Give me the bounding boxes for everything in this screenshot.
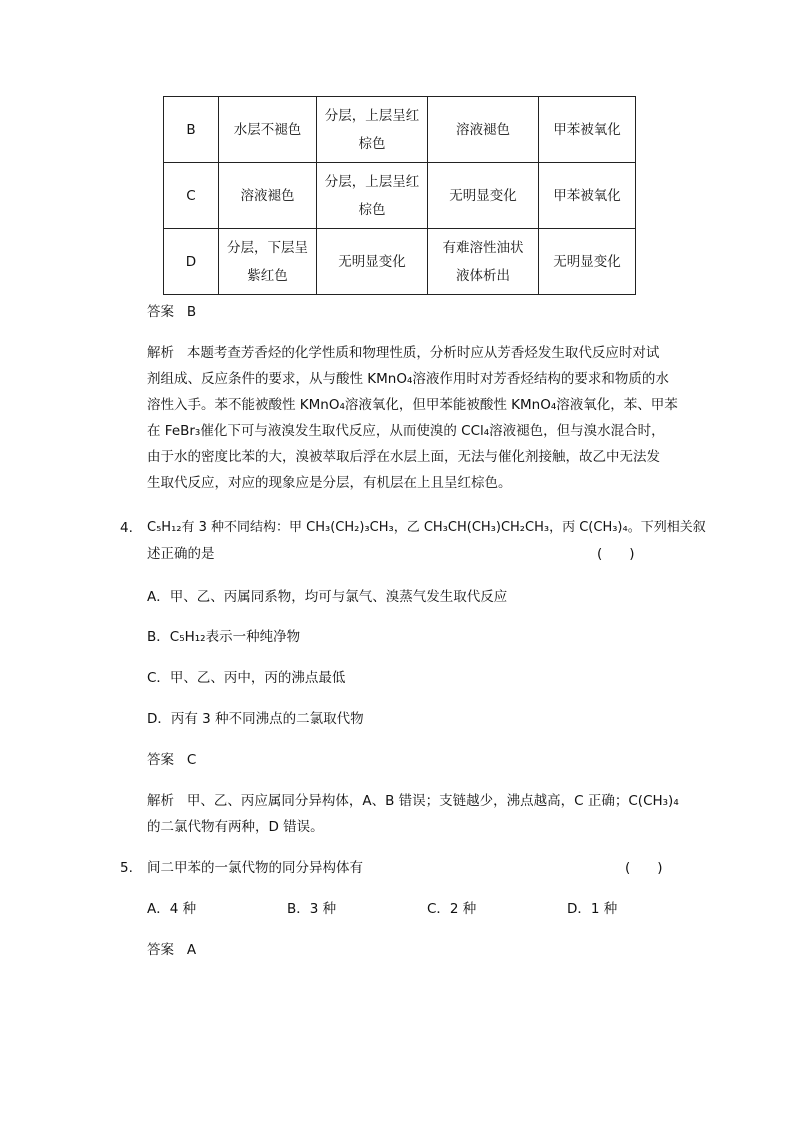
table-cell: 分层，上层呈红 棕色 [317,97,428,163]
option-c: C．甲、乙、丙中，丙的沸点最低 [147,670,346,686]
table-cell: 无明显变化 [428,163,539,229]
table-cell: 溶液褪色 [428,97,539,163]
table-cell: 甲苯被氧化 [539,97,636,163]
row-letter: C [164,163,219,229]
table-cell: 无明显变化 [317,229,428,295]
q3-analysis-line: 生取代反应，对应的现象应是分层，有机层在上且呈红棕色。 [147,475,512,491]
option-a: A．甲、乙、丙属同系物，均可与氯气、溴蒸气发生取代反应 [147,589,508,605]
option-a: A．4 种 [147,901,197,917]
q4-stem: C₅H₁₂有 3 种不同结构：甲 CH₃(CH₂)₃CH₃，乙 CH₃CH(CH₃)CH₂CH₃，丙 C(CH₃)₄。下列相关叙 [147,520,706,535]
table-cell: 分层，下层呈 紫红色 [219,229,317,295]
table-cell: 甲苯被氧化 [539,163,636,229]
table-cell: 分层，上层呈红 棕色 [317,163,428,229]
table-row [164,163,636,229]
table-row [164,229,636,295]
option-b: B．C₅H₁₂表示一种纯净物 [147,629,301,645]
question-number: 4. [120,520,133,536]
q5-answer: 答案 A [147,942,197,958]
analysis-label: 解析 [147,793,174,809]
answer-parentheses: ( ) [597,546,635,562]
table-cell: 溶液褪色 [219,163,317,229]
q4-analysis-line: 的二氯代物有两种，D 错误。 [147,819,324,835]
options-table [163,96,636,295]
q5-stem: 间二甲苯的一氯代物的同分异构体有 [147,860,363,876]
q3-analysis-line: 在 FeBr₃催化下可与液溴发生取代反应，从而使溴的 CCl₄溶液褪色，但与溴水混合时， [147,423,665,439]
q4-answer: 答案 C [147,752,197,768]
row-letter: B [164,97,219,163]
option-d: D．1 种 [567,901,618,917]
option-d: D．丙有 3 种不同沸点的二氯取代物 [147,711,364,727]
analysis-label: 解析 [147,345,174,361]
q3-analysis-line: 由于水的密度比苯的大，溴被萃取后浮在水层上面，无法与催化剂接触，故乙中无法发 [147,449,660,465]
q4-analysis-line: 解析 甲、乙、丙应属同分异构体，A、B 错误；支链越少，沸点越高，C 正确；C(CH₃)₄ [147,793,679,809]
question-number: 5. [120,860,133,876]
q4-stem: 述正确的是 [147,546,215,562]
table-row [164,97,636,163]
row-letter: D [164,229,219,295]
q3-analysis-line: 解析 本题考查芳香烃的化学性质和物理性质，分析时应从芳香烃发生取代反应时对试 [147,345,660,361]
table-cell: 无明显变化 [539,229,636,295]
table-cell: 有难溶性油状 液体析出 [428,229,539,295]
table-cell: 水层不褪色 [219,97,317,163]
q3-answer: 答案 B [147,304,197,320]
option-c: C．2 种 [427,901,477,917]
option-b: B．3 种 [287,901,337,917]
q3-analysis-line: 剂组成、反应条件的要求，从与酸性 KMnO₄溶液作用时对芳香烃结构的要求和物质的水 [147,371,669,387]
answer-parentheses: ( ) [625,860,663,876]
q3-analysis-line: 溶性入手。苯不能被酸性 KMnO₄溶液氧化，但甲苯能被酸性 KMnO₄溶液氧化，苯、甲苯 [147,397,678,413]
